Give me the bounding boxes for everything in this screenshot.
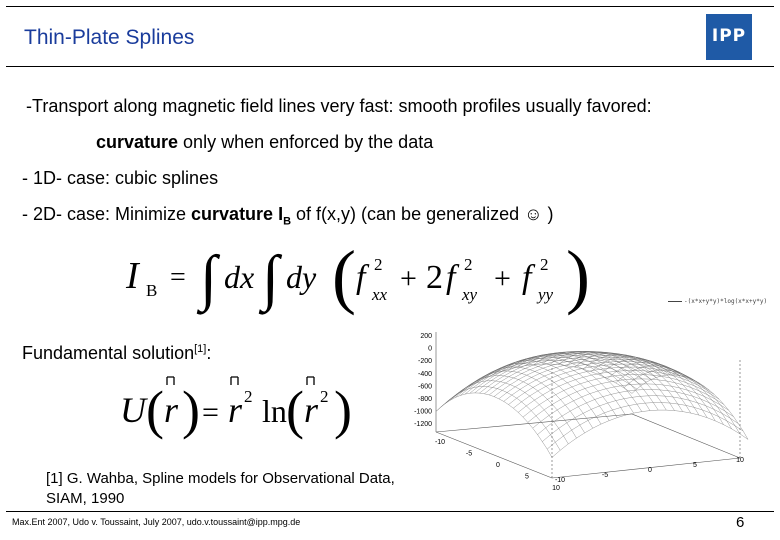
bullet-curvature: [96, 132, 433, 153]
x-tick-label: -5: [465, 450, 473, 458]
fund-text: Fundamental solution: [22, 343, 195, 363]
bullet-2d-case: [22, 204, 554, 228]
mesh-line: [552, 410, 748, 457]
fundamental-solution-label: [22, 343, 211, 364]
footer-text: Max.Ent 2007, Udo v. Toussaint, July 2007, udo.v.toussaint@ipp.mpg.de: [12, 517, 301, 527]
y-tick-label: 0: [648, 467, 652, 474]
2d-post: of f(x,y) (can be generalized ☺ ): [291, 204, 554, 224]
fundamental-equation: [118, 376, 354, 440]
eq1-lhs: I: [126, 255, 139, 297]
eq1-dy: dy: [286, 259, 317, 295]
curvature-equation: [120, 236, 600, 316]
top-rule: [6, 6, 774, 7]
eq1-paren-open: (: [332, 236, 356, 316]
eq1-f1-sup: 2: [374, 255, 383, 274]
eq2-paren-open-1: (: [146, 380, 164, 440]
bullet-1d-case: - 1D- case: cubic splines: [22, 168, 219, 188]
eq1-plus-2: +: [494, 262, 511, 295]
eq1-integral-2: ∫: [262, 244, 279, 312]
eq1-integral-1: ∫: [200, 244, 217, 312]
2d-pre: - 2D- case: Minimize: [22, 204, 192, 224]
surface-mesh: [436, 351, 748, 457]
eq1-equals: =: [170, 262, 186, 293]
eq1-f1: f: [356, 259, 366, 296]
eq2-r2-sup: 2: [244, 387, 253, 406]
reference-text: [1] G. Wahba, Spline models for Observational Data, SIAM, 1990: [46, 470, 395, 507]
z-tick-label: -200: [417, 358, 432, 366]
z-tick-label: 0: [428, 345, 432, 353]
z-tick-label: 200: [420, 333, 432, 340]
eq1-paren-close: ): [566, 236, 590, 316]
eq2-U: U: [120, 390, 146, 430]
legend-swatch: [668, 301, 682, 302]
eq2-vector-mark-3: [307, 377, 314, 385]
2d-bold: curvature I: [191, 204, 284, 224]
mesh-line: [436, 393, 552, 458]
slide-title: Thin-Plate Splines: [24, 26, 195, 49]
fund-colon: :: [206, 343, 212, 363]
eq2-paren-open-2: (: [286, 380, 304, 440]
eq1-two: 2: [426, 259, 443, 296]
footer-rule: [6, 511, 774, 512]
eq1-f2: f: [446, 259, 456, 296]
x-tick-label: 10: [552, 485, 560, 492]
eq1-dx: dx: [224, 259, 255, 295]
x-tick-label: 5: [525, 473, 529, 481]
y-tick-label: 5: [693, 462, 697, 469]
z-tick-label: -800: [417, 396, 432, 403]
mesh-line: [528, 379, 724, 423]
mesh-line: [485, 364, 601, 425]
z-tick-label: -400: [417, 370, 432, 378]
z-tick-label: -1200: [414, 421, 432, 429]
mesh-line: [441, 360, 637, 407]
mesh-line: [455, 353, 651, 397]
curvature-bold: curvature: [96, 132, 179, 152]
x-tick-label: -10: [434, 439, 446, 446]
fund-ref: [1]: [194, 343, 207, 355]
eq1-f3: f: [522, 259, 532, 296]
eq1-f3-sub: yy: [538, 285, 554, 304]
eq1-plus-1: +: [400, 262, 417, 295]
title-rule: [6, 66, 774, 67]
z-tick-label: -600: [417, 383, 432, 391]
eq1-f2-sub: xy: [462, 285, 478, 304]
2d-sub: B: [283, 215, 292, 228]
eq2-r1: r: [164, 390, 179, 430]
y-tick-label: -5: [601, 472, 609, 479]
eq1-f1-sub: xx: [372, 285, 388, 304]
legend-text: -(x*x+y*y)*log(x*x+y*y): [684, 298, 768, 305]
eq2-ln: ln: [262, 393, 287, 429]
mesh-line: [523, 374, 719, 417]
eq2-equals: =: [202, 396, 219, 429]
y-tick-label: 10: [736, 457, 744, 464]
surface-plot: [414, 328, 760, 492]
eq2-paren-close-1: ): [182, 380, 200, 440]
eq1-lhs-sub: B: [146, 281, 158, 300]
y-tick-label: -10: [554, 477, 566, 484]
eq2-r3-sup: 2: [320, 387, 329, 406]
plot-legend: [668, 298, 767, 305]
mesh-line: [599, 359, 715, 421]
page-number: 6: [736, 514, 745, 531]
eq2-vector-mark-2: [231, 377, 238, 385]
eq1-f2-sup: 2: [464, 255, 473, 274]
z-tick-label: -1000: [414, 408, 432, 416]
ipp-logo: [706, 14, 752, 60]
eq2-paren-close-2: ): [334, 380, 352, 440]
mesh-line: [632, 375, 748, 440]
eq2-vector-mark-1: [167, 377, 174, 385]
bullet-transport: -Transport along magnetic field lines very fast: smooth profiles usually favored:: [26, 96, 652, 116]
eq2-r3: r: [304, 390, 319, 430]
eq1-f3-sup: 2: [540, 255, 549, 274]
x-tick-label: 0: [496, 462, 500, 469]
curvature-rest: only when enforced by the data: [178, 132, 434, 152]
eq2-r2: r: [228, 390, 243, 430]
logo-text: IPP: [711, 26, 747, 46]
